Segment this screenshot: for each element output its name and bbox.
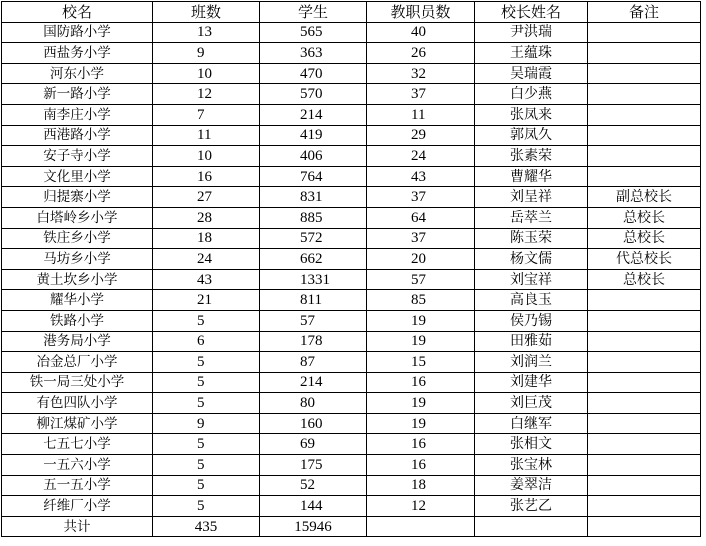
table-row bbox=[2, 104, 701, 125]
header-students: 学生 bbox=[260, 2, 367, 23]
cell-principal: 刘呈祥 bbox=[475, 187, 588, 208]
cell-note: 副总校长 bbox=[588, 187, 701, 208]
cell-classes: 24 bbox=[153, 249, 260, 270]
table-row bbox=[2, 393, 701, 414]
cell-staff: 19 bbox=[367, 393, 475, 414]
cell-classes: 13 bbox=[153, 22, 260, 43]
table-row bbox=[2, 269, 701, 290]
cell-note bbox=[588, 455, 701, 476]
cell-note bbox=[588, 84, 701, 105]
table-row bbox=[2, 434, 701, 455]
cell-note bbox=[588, 22, 701, 43]
cell-staff: 40 bbox=[367, 22, 475, 43]
cell-staff: 16 bbox=[367, 372, 475, 393]
cell-school-name: 铁路小学 bbox=[2, 310, 153, 331]
cell-principal: 陈玉荣 bbox=[475, 228, 588, 249]
cell-school-name: 铁一局三处小学 bbox=[2, 372, 153, 393]
cell-staff: 37 bbox=[367, 228, 475, 249]
cell-staff: 15 bbox=[367, 352, 475, 373]
cell-classes: 5 bbox=[153, 393, 260, 414]
cell-note bbox=[588, 63, 701, 84]
table-row bbox=[2, 207, 701, 228]
cell-note bbox=[588, 166, 701, 187]
cell-staff: 16 bbox=[367, 434, 475, 455]
cell-students: 1331 bbox=[260, 269, 367, 290]
table-row bbox=[2, 63, 701, 84]
cell-school-name: 新一路小学 bbox=[2, 84, 153, 105]
total-principal bbox=[475, 516, 588, 537]
cell-note bbox=[588, 352, 701, 373]
cell-principal: 刘润兰 bbox=[475, 352, 588, 373]
cell-school-name: 纤维厂小学 bbox=[2, 496, 153, 517]
cell-classes: 5 bbox=[153, 496, 260, 517]
cell-school-name: 安子寺小学 bbox=[2, 146, 153, 167]
cell-staff: 24 bbox=[367, 146, 475, 167]
cell-note bbox=[588, 331, 701, 352]
cell-classes: 5 bbox=[153, 352, 260, 373]
cell-classes: 6 bbox=[153, 331, 260, 352]
cell-note: 总校长 bbox=[588, 269, 701, 290]
cell-school-name: 西盐务小学 bbox=[2, 43, 153, 64]
cell-principal: 张素荣 bbox=[475, 146, 588, 167]
table-body bbox=[2, 22, 701, 516]
cell-staff: 26 bbox=[367, 43, 475, 64]
cell-students: 831 bbox=[260, 187, 367, 208]
total-note bbox=[588, 516, 701, 537]
cell-staff: 29 bbox=[367, 125, 475, 146]
cell-school-name: 归提寨小学 bbox=[2, 187, 153, 208]
table-row bbox=[2, 352, 701, 373]
cell-classes: 10 bbox=[153, 63, 260, 84]
cell-school-name: 马坊乡小学 bbox=[2, 249, 153, 270]
school-table-wrapper bbox=[1, 1, 701, 537]
cell-principal: 张宝林 bbox=[475, 455, 588, 476]
cell-note bbox=[588, 496, 701, 517]
cell-note: 总校长 bbox=[588, 207, 701, 228]
cell-classes: 10 bbox=[153, 146, 260, 167]
cell-students: 57 bbox=[260, 310, 367, 331]
cell-principal: 刘宝祥 bbox=[475, 269, 588, 290]
table-row bbox=[2, 228, 701, 249]
cell-principal: 郭凤久 bbox=[475, 125, 588, 146]
cell-students: 214 bbox=[260, 372, 367, 393]
cell-principal: 张艺乙 bbox=[475, 496, 588, 517]
cell-principal: 张凤来 bbox=[475, 104, 588, 125]
cell-note bbox=[588, 475, 701, 496]
cell-principal: 白少燕 bbox=[475, 84, 588, 105]
cell-classes: 43 bbox=[153, 269, 260, 290]
cell-school-name: 港务局小学 bbox=[2, 331, 153, 352]
cell-students: 175 bbox=[260, 455, 367, 476]
cell-classes: 12 bbox=[153, 84, 260, 105]
table-row bbox=[2, 249, 701, 270]
cell-principal: 姜翠洁 bbox=[475, 475, 588, 496]
cell-school-name: 西港路小学 bbox=[2, 125, 153, 146]
cell-staff: 19 bbox=[367, 310, 475, 331]
total-students: 15946 bbox=[260, 516, 367, 537]
cell-school-name: 耀华小学 bbox=[2, 290, 153, 311]
table-header-row bbox=[2, 2, 701, 23]
cell-students: 572 bbox=[260, 228, 367, 249]
cell-students: 52 bbox=[260, 475, 367, 496]
table-row bbox=[2, 125, 701, 146]
table-row bbox=[2, 166, 701, 187]
table-row bbox=[2, 496, 701, 517]
cell-staff: 16 bbox=[367, 455, 475, 476]
cell-students: 87 bbox=[260, 352, 367, 373]
cell-principal: 刘巨茂 bbox=[475, 393, 588, 414]
cell-staff: 64 bbox=[367, 207, 475, 228]
cell-staff: 57 bbox=[367, 269, 475, 290]
cell-classes: 9 bbox=[153, 413, 260, 434]
cell-students: 570 bbox=[260, 84, 367, 105]
table-row bbox=[2, 22, 701, 43]
cell-school-name: 黄土坎乡小学 bbox=[2, 269, 153, 290]
cell-school-name: 冶金总厂小学 bbox=[2, 352, 153, 373]
cell-note: 总校长 bbox=[588, 228, 701, 249]
cell-school-name: 国防路小学 bbox=[2, 22, 153, 43]
cell-principal: 吴瑞霞 bbox=[475, 63, 588, 84]
cell-principal: 刘建华 bbox=[475, 372, 588, 393]
cell-students: 419 bbox=[260, 125, 367, 146]
cell-students: 565 bbox=[260, 22, 367, 43]
total-staff bbox=[367, 516, 475, 537]
cell-principal: 田雅茹 bbox=[475, 331, 588, 352]
cell-school-name: 文化里小学 bbox=[2, 166, 153, 187]
table-row bbox=[2, 187, 701, 208]
cell-classes: 5 bbox=[153, 455, 260, 476]
cell-school-name: 七五七小学 bbox=[2, 434, 153, 455]
cell-school-name: 白塔岭乡小学 bbox=[2, 207, 153, 228]
cell-staff: 37 bbox=[367, 187, 475, 208]
cell-school-name: 一五六小学 bbox=[2, 455, 153, 476]
cell-school-name: 铁庄乡小学 bbox=[2, 228, 153, 249]
cell-principal: 曹耀华 bbox=[475, 166, 588, 187]
cell-staff: 37 bbox=[367, 84, 475, 105]
cell-staff: 11 bbox=[367, 104, 475, 125]
header-staff: 教职员数 bbox=[367, 2, 475, 23]
cell-note bbox=[588, 413, 701, 434]
table-row bbox=[2, 331, 701, 352]
cell-students: 69 bbox=[260, 434, 367, 455]
cell-students: 885 bbox=[260, 207, 367, 228]
cell-students: 662 bbox=[260, 249, 367, 270]
cell-note bbox=[588, 310, 701, 331]
cell-principal: 杨文儒 bbox=[475, 249, 588, 270]
cell-classes: 16 bbox=[153, 166, 260, 187]
cell-school-name: 南李庄小学 bbox=[2, 104, 153, 125]
header-note: 备注 bbox=[588, 2, 701, 23]
table-row bbox=[2, 310, 701, 331]
table-row bbox=[2, 290, 701, 311]
total-label: 共计 bbox=[2, 516, 153, 537]
cell-principal: 侯乃锡 bbox=[475, 310, 588, 331]
cell-students: 144 bbox=[260, 496, 367, 517]
header-school-name: 校名 bbox=[2, 2, 153, 23]
cell-classes: 9 bbox=[153, 43, 260, 64]
table-row bbox=[2, 372, 701, 393]
cell-note bbox=[588, 104, 701, 125]
table-row bbox=[2, 413, 701, 434]
cell-staff: 12 bbox=[367, 496, 475, 517]
cell-classes: 5 bbox=[153, 310, 260, 331]
cell-students: 214 bbox=[260, 104, 367, 125]
table-row bbox=[2, 84, 701, 105]
cell-classes: 11 bbox=[153, 125, 260, 146]
cell-school-name: 河东小学 bbox=[2, 63, 153, 84]
cell-staff: 19 bbox=[367, 331, 475, 352]
cell-staff: 32 bbox=[367, 63, 475, 84]
cell-students: 470 bbox=[260, 63, 367, 84]
cell-students: 764 bbox=[260, 166, 367, 187]
school-table bbox=[1, 1, 701, 537]
cell-note bbox=[588, 146, 701, 167]
cell-school-name: 有色四队小学 bbox=[2, 393, 153, 414]
cell-students: 811 bbox=[260, 290, 367, 311]
cell-principal: 白继军 bbox=[475, 413, 588, 434]
cell-classes: 27 bbox=[153, 187, 260, 208]
cell-note bbox=[588, 125, 701, 146]
cell-school-name: 柳江煤矿小学 bbox=[2, 413, 153, 434]
cell-students: 160 bbox=[260, 413, 367, 434]
cell-note bbox=[588, 372, 701, 393]
cell-students: 406 bbox=[260, 146, 367, 167]
cell-staff: 85 bbox=[367, 290, 475, 311]
cell-classes: 5 bbox=[153, 434, 260, 455]
table-row bbox=[2, 455, 701, 476]
table-total-row bbox=[2, 516, 701, 537]
cell-note bbox=[588, 393, 701, 414]
table-row bbox=[2, 146, 701, 167]
cell-staff: 18 bbox=[367, 475, 475, 496]
cell-classes: 5 bbox=[153, 372, 260, 393]
cell-staff: 43 bbox=[367, 166, 475, 187]
cell-classes: 21 bbox=[153, 290, 260, 311]
cell-staff: 19 bbox=[367, 413, 475, 434]
header-principal: 校长姓名 bbox=[475, 2, 588, 23]
cell-classes: 7 bbox=[153, 104, 260, 125]
cell-classes: 18 bbox=[153, 228, 260, 249]
header-classes: 班数 bbox=[153, 2, 260, 23]
table-row bbox=[2, 43, 701, 64]
cell-principal: 王蕴珠 bbox=[475, 43, 588, 64]
table-row bbox=[2, 475, 701, 496]
cell-principal: 高良玉 bbox=[475, 290, 588, 311]
cell-students: 178 bbox=[260, 331, 367, 352]
cell-principal: 张相文 bbox=[475, 434, 588, 455]
cell-classes: 28 bbox=[153, 207, 260, 228]
cell-note bbox=[588, 290, 701, 311]
cell-note: 代总校长 bbox=[588, 249, 701, 270]
cell-note bbox=[588, 43, 701, 64]
cell-staff: 20 bbox=[367, 249, 475, 270]
cell-school-name: 五一五小学 bbox=[2, 475, 153, 496]
cell-students: 363 bbox=[260, 43, 367, 64]
cell-principal: 尹洪瑞 bbox=[475, 22, 588, 43]
cell-note bbox=[588, 434, 701, 455]
cell-classes: 5 bbox=[153, 475, 260, 496]
cell-students: 80 bbox=[260, 393, 367, 414]
cell-principal: 岳萃兰 bbox=[475, 207, 588, 228]
total-classes: 435 bbox=[153, 516, 260, 537]
